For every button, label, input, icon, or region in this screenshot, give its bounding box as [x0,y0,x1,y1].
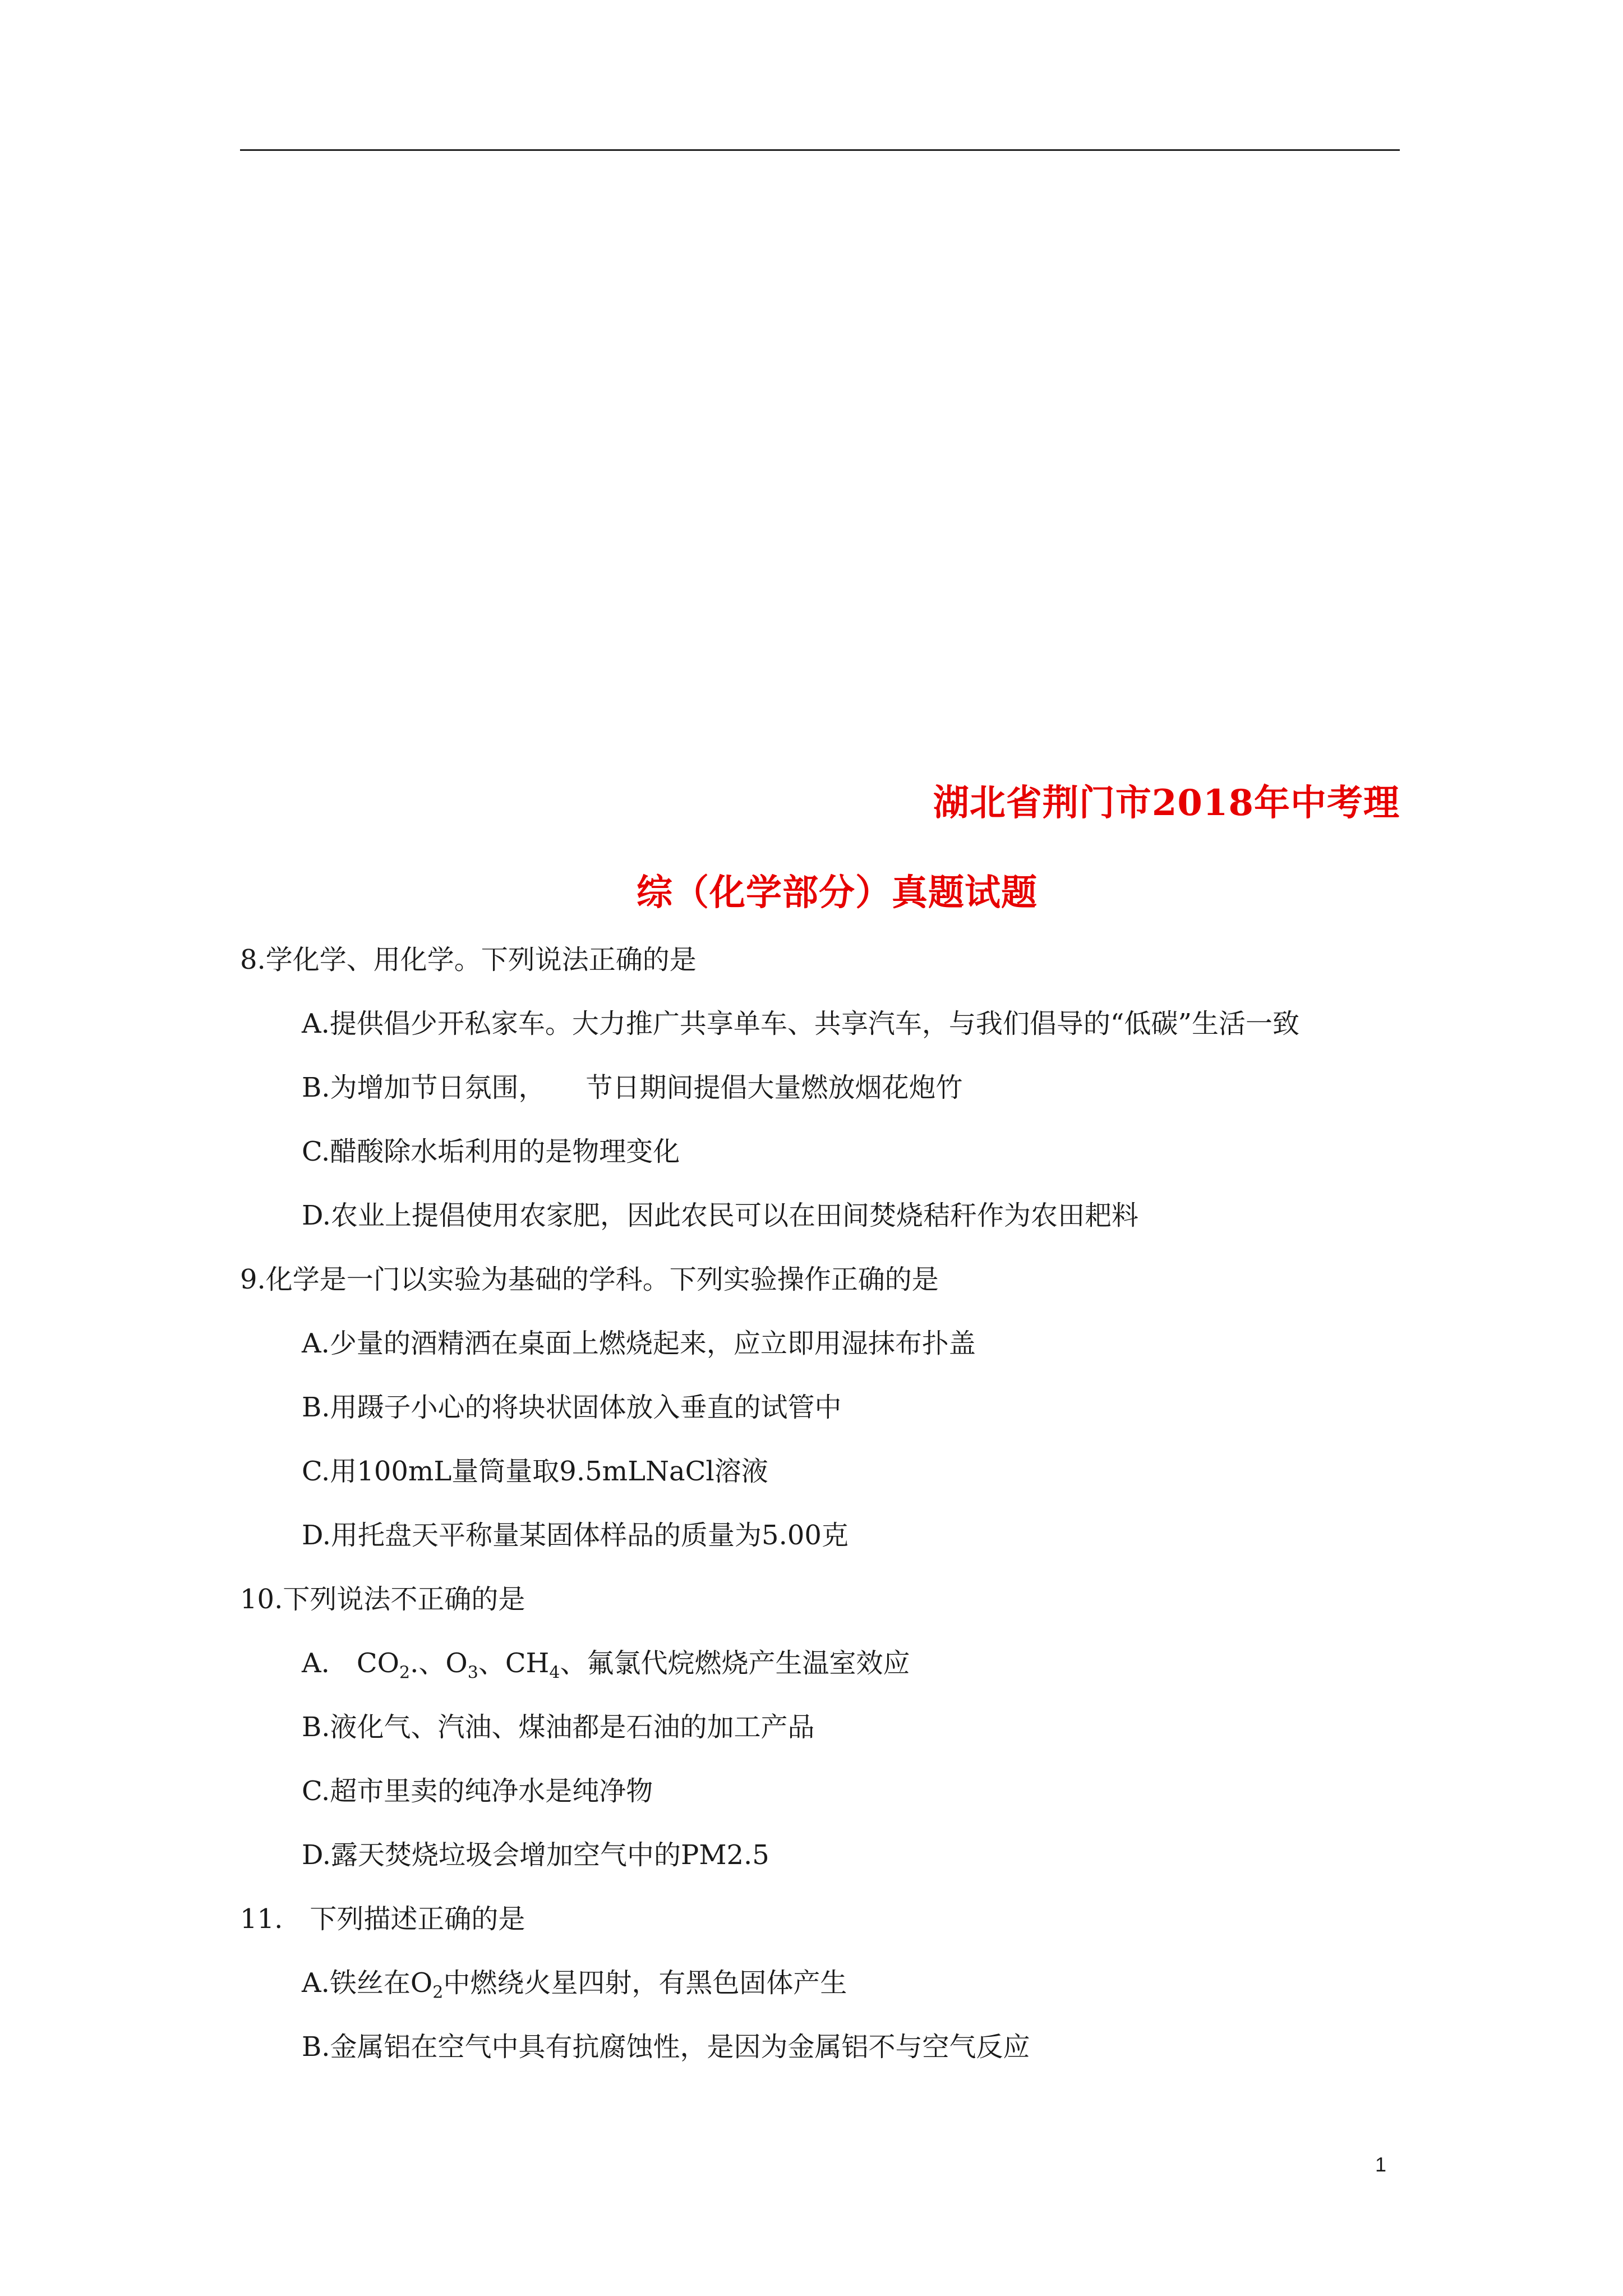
document-title-line-1: 湖北省荆门市2018年中考理 [933,782,1400,824]
question-9-option-a: A.少量的酒精洒在桌面上燃烧起来，应立即用湿抹布扑盖 [302,1328,976,1359]
question-10-option-c: C.超市里卖的纯净水是纯净物 [302,1775,653,1807]
question-9-option-d: D.用托盘天平称量某固体样品的质量为5.00克 [302,1520,849,1551]
question-8-option-c: C.醋酸除水垢利用的是物理变化 [302,1136,680,1167]
page-number: 1 [1375,2153,1387,2176]
question-8-option-d: D.农业上提倡使用农家肥，因此农民可以在田间焚烧秸秆作为农田耙料 [302,1200,1139,1231]
question-10-option-a [302,1641,910,1683]
header-rule [240,149,1400,151]
question-9-stem: 9.化学是一门以实验为基础的学科。下列实验操作正确的是 [240,1264,939,1295]
question-10-option-b: B.液化气、汽油、煤油都是石油的加工产品 [302,1711,815,1743]
question-10-stem: 10.下列说法不正确的是 [240,1584,525,1615]
question-10-option-a-text-3: 、CH [478,1648,550,1679]
question-9-option-b: B.用蹑子小心的将块状固体放入垂直的试管中 [302,1392,842,1423]
question-10-option-a-text-2: .、O [410,1648,468,1679]
o3-subscript: 3 [467,1663,478,1683]
question-10-option-a-text-1: A. CO [302,1648,400,1679]
question-8-option-b: B.为增加节日氛围， 节日期间提倡大量燃放烟花炮竹 [302,1072,963,1103]
ch4-subscript: 4 [549,1663,560,1683]
co2-subscript: 2 [399,1663,411,1683]
document-title-line-2: 综（化学部分）真题试题 [637,872,1038,914]
question-11-stem: 11. 下列描述正确的是 [240,1903,525,1935]
question-8-option-a: A.提供倡少开私家车。大力推广共享单车、共享汽车，与我们倡导的“低碳”生活一致 [302,1008,1300,1039]
question-11-option-a-text-1: A.铁丝在O [302,1967,433,1999]
question-10-option-d: D.露天焚烧垃圾会增加空气中的PM2.5 [302,1839,769,1871]
question-11-option-b: B.金属铝在空气中具有抗腐蚀性，是因为金属铝不与空气反应 [302,2031,1030,2063]
question-11-option-a [302,1961,847,2003]
question-9-option-c: C.用100mL量筒量取9.5mLNaCl溶液 [302,1456,768,1487]
o2-subscript: 2 [432,1982,444,2003]
question-8-stem: 8.学化学、用化学。下列说法正确的是 [240,944,697,976]
question-11-option-a-text-2: 中燃绕火星四射，有黑色固体产生 [443,1967,847,1999]
question-10-option-a-text-4: 、氟氯代烷燃烧产生温室效应 [560,1648,910,1679]
